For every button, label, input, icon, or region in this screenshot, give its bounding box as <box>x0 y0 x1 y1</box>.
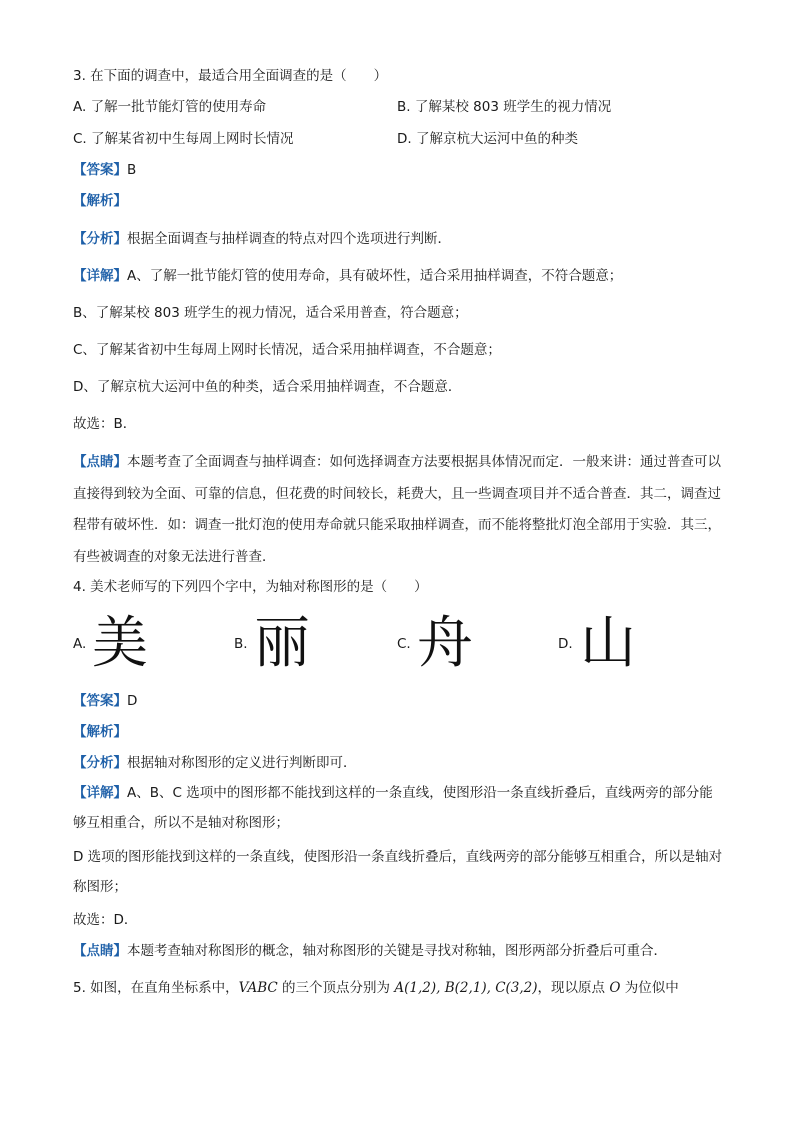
xiangjie-text: A、了解一批节能灯管的使用寿命，具有破坏性，适合采用抽样调查，不符合题意； <box>127 268 623 284</box>
q5-origin: O <box>609 980 621 996</box>
q3-xiangjie-c: C、了解某省初中生每周上网时长情况，适合采用抽样调查，不合题意； <box>73 342 501 358</box>
analysis-tag: 【解析】 <box>73 193 127 209</box>
dianjing-text: 本题考查轴对称图形的概念，轴对称图形的关键是寻找对称轴，图形两部分折叠后可重合． <box>127 943 667 959</box>
answer-tag: 【答案】 <box>73 162 127 178</box>
xiangjie-text: A、B、C 选项中的图形都不能找到这样的一条直线，使图形沿一条直线折叠后，直线两旁的部分能够互相重合，所以不是轴对称图形； <box>73 785 713 831</box>
q4-xiangjie-2: D 选项的图形能找到这样的一条直线，使图形沿一条直线折叠后，直线两旁的部分能够互相重合，所以是轴对称图形； <box>73 849 723 895</box>
q5-stem-end: 为位似中 <box>620 980 679 996</box>
q4-stem: 4. 美术老师写的下列四个字中，为轴对称图形的是（ ） <box>73 579 428 595</box>
q4-option-d-label: D. <box>558 636 573 652</box>
q4-analysis-heading <box>73 722 127 742</box>
q4-dianjing <box>73 941 667 961</box>
q3-fenxi <box>73 229 451 249</box>
fenxi-tag: 【分析】 <box>73 231 127 247</box>
fenxi-text: 根据轴对称图形的定义进行判断即可． <box>127 755 357 771</box>
dianjing-tag: 【点睛】 <box>73 454 127 470</box>
q3-option-d: D. 了解京杭大运河中鱼的种类 <box>397 131 578 147</box>
q4-option-c-label: C. <box>397 636 411 652</box>
answer-tag: 【答案】 <box>73 693 127 709</box>
q3-xiangjie-d: D、了解京杭大运河中鱼的种类，适合采用抽样调查，不合题意． <box>73 379 462 395</box>
q4-choose: 故选：D． <box>73 912 138 928</box>
analysis-tag: 【解析】 <box>73 724 127 740</box>
q5-triangle: VABC <box>238 980 278 996</box>
q3-answer <box>73 160 136 180</box>
q3-dianjing <box>73 447 723 573</box>
q4-answer <box>73 691 137 711</box>
q4-option-a-char: 美 <box>92 611 148 676</box>
q3-option-b: B. 了解某校 803 班学生的视力情况 <box>397 99 612 115</box>
fenxi-text: 根据全面调查与抽样调查的特点对四个选项进行判断． <box>127 231 451 247</box>
q3-option-c: C. 了解某省初中生每周上网时长情况 <box>73 131 294 147</box>
q3-stem: 3. 在下面的调查中，最适合用全面调查的是（ ） <box>73 68 388 84</box>
q5-stem <box>73 978 679 998</box>
q3-analysis-heading <box>73 191 127 211</box>
xiangjie-tag: 【详解】 <box>73 268 127 284</box>
q5-stem-post: ，现以原点 <box>537 980 610 996</box>
q3-xiangjie-a <box>73 266 622 286</box>
q3-xiangjie-b: B、了解某校 803 班学生的视力情况，适合采用普查，符合题意； <box>73 305 468 321</box>
q5-stem-mid: 的三个顶点分别为 <box>277 980 395 996</box>
q3-choose: 故选：B． <box>73 416 137 432</box>
xiangjie-tag: 【详解】 <box>73 785 127 801</box>
q5-points: A(1,2), B(2,1), C(3,2) <box>394 980 538 996</box>
q5-stem-pre: 5. 如图，在直角坐标系中， <box>73 980 239 996</box>
q4-fenxi <box>73 753 357 773</box>
q3-option-a: A. 了解一批节能灯管的使用寿命 <box>73 99 267 115</box>
q4-xiangjie-1 <box>73 778 723 838</box>
fenxi-tag: 【分析】 <box>73 755 127 771</box>
q4-option-b-label: B. <box>234 636 248 652</box>
q4-option-c-char: 舟 <box>417 611 473 676</box>
answer-value: B <box>127 162 137 178</box>
answer-value: D <box>127 693 138 709</box>
q4-option-a-label: A. <box>73 636 87 652</box>
dianjing-tag: 【点睛】 <box>73 943 127 959</box>
q4-option-d-char: 山 <box>580 611 636 676</box>
dianjing-text: 本题考查了全面调查与抽样调查：如何选择调查方法要根据具体情况而定．一般来讲：通过普查可以直接得到较为全面、可靠的信息，但花费的时间较长，耗费大，且一些调查项目并不适合普查．其二，调查过程带有破坏性．如：调查一批灯泡的使用寿命就只能采取抽样调查，而不能将整批灯泡全部用于实验．其三，有些被调查的对象无法进行普查． <box>73 454 721 565</box>
q4-option-b-char: 丽 <box>254 611 310 676</box>
